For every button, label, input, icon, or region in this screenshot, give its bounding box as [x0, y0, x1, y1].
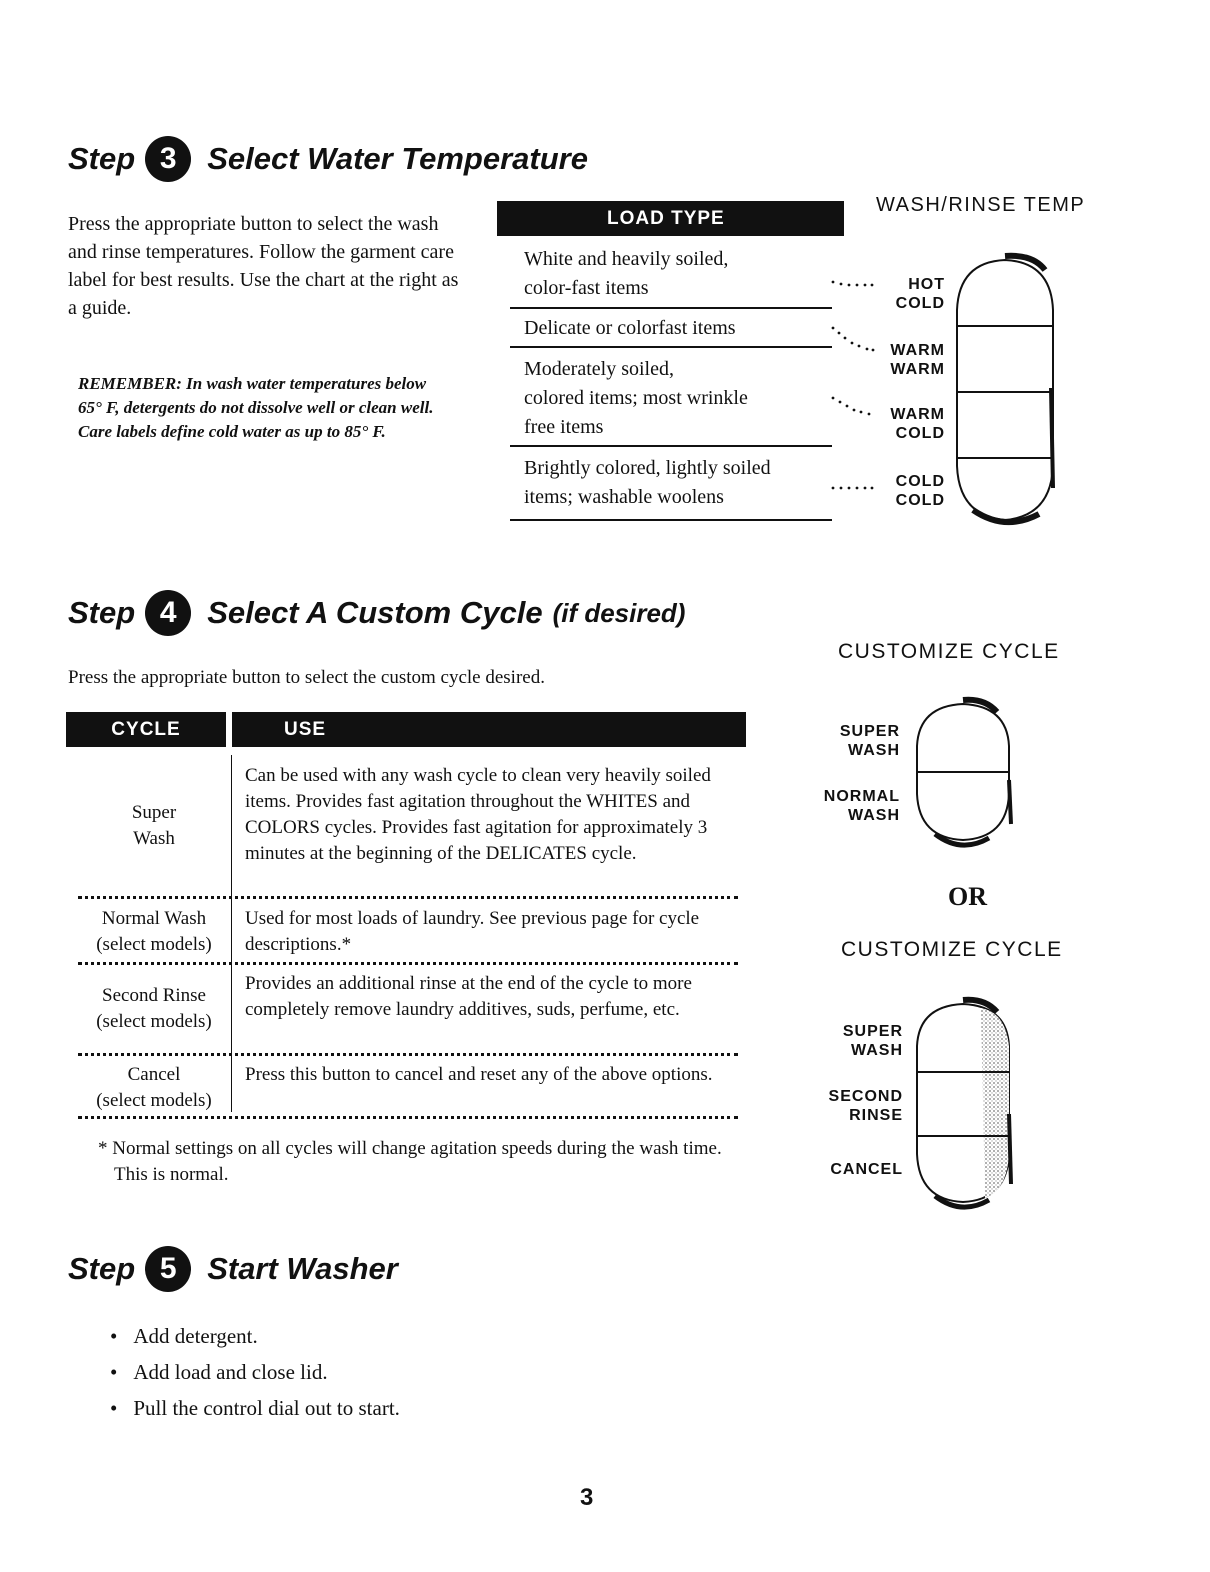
button-label: WASH [848, 807, 900, 824]
temp-wash-1: HOT [908, 276, 945, 293]
cycle-header [66, 712, 226, 747]
load-divider [510, 519, 832, 521]
temp-rinse-2: WARM [890, 361, 945, 378]
step4-step-word: Step [68, 595, 136, 630]
list-item: • Add detergent. [110, 1318, 400, 1354]
use-cell-cancel: Press this button to cancel and reset any of the above options. [245, 1064, 713, 1085]
use-cell-normal-wash: Used for most loads of laundry. See previous page for cycle descriptions.* [245, 908, 700, 955]
step4-title: Select A Custom Cycle [207, 595, 543, 630]
super-wash-button-2[interactable] [917, 1014, 1009, 1072]
load-row-1-line2: color-fast items [524, 277, 649, 299]
step4-number-badge: 4 [145, 590, 191, 636]
temp-wash-2: WARM [890, 342, 945, 359]
step3-number-badge: 3 [145, 136, 191, 182]
use-header-label: USE [284, 718, 327, 740]
load-divider [510, 346, 832, 348]
second-rinse-button[interactable] [917, 1072, 1009, 1136]
load-row-2 [524, 314, 736, 343]
button-label: SUPER [839, 723, 900, 740]
load-row-1 [524, 245, 728, 303]
temp-rinse-4: COLD [895, 492, 945, 509]
load-row-4-line2: items; washable woolens [524, 486, 724, 508]
load-row-4-line1: Brightly colored, lightly soiled [524, 457, 771, 479]
warm-warm-button[interactable] [957, 326, 1053, 392]
step4-intro: Press the appropriate button to select the custom cycle desired. [68, 667, 545, 688]
or-label: OR [948, 882, 987, 911]
cancel-label [800, 1160, 903, 1179]
super-wash-button[interactable] [917, 714, 1009, 772]
cycle-name: Cancel [127, 1064, 181, 1085]
row-divider [78, 962, 738, 965]
temp-label-hot-cold [865, 275, 945, 313]
load-row-3 [524, 355, 748, 442]
temp-wash-3: WARM [890, 406, 945, 423]
use-header [232, 712, 746, 747]
cycle-cell-cancel [74, 1062, 234, 1114]
cold-cold-button[interactable] [957, 458, 1053, 508]
cycle-cell-normal-wash [74, 906, 234, 958]
load-row-4 [524, 454, 771, 512]
hot-cold-button[interactable] [957, 288, 1053, 326]
button-label: SECOND [828, 1088, 903, 1105]
normal-wash-label [800, 787, 900, 825]
super-wash-label-2 [800, 1022, 903, 1060]
step3-step-word: Step [68, 141, 136, 176]
cycle-name: (select models) [96, 1011, 212, 1032]
temp-label-warm-cold [865, 405, 945, 443]
temp-wash-4: COLD [895, 473, 945, 490]
cycle-name: Super [131, 802, 177, 823]
temp-rinse-1: COLD [895, 295, 945, 312]
warm-cold-button[interactable] [957, 392, 1053, 458]
button-label: CANCEL [830, 1161, 903, 1178]
load-row-3-line2: colored items; most wrinkle [524, 387, 748, 409]
use-cell-second-rinse: Provides an additional rinse at the end of the cycle to more completely remove laundry additives, suds, perfume, etc. [245, 973, 692, 1020]
row-divider [78, 896, 738, 899]
second-rinse-label [800, 1087, 903, 1125]
step3-intro: Press the appropriate button to select the wash and rinse temperatures. Follow the garment care label for best results. Use the chart at the right as a guide. [68, 213, 459, 319]
load-row-1-line1: White and heavily soiled, [524, 248, 729, 270]
list-item: • Pull the control dial out to start. [110, 1390, 400, 1426]
use-cell-super-wash: Can be used with any wash cycle to clean very heavily soiled items. Provides fast agitation throughout the WHITES and COLORS cycles. Provides fast agitation for approximately 3 minutes at the beginning of the DELICATES cycle. [245, 765, 711, 864]
step5-step-word: Step [68, 1251, 136, 1286]
cycle-name: (select models) [96, 934, 212, 955]
step4-footnote: * Normal settings on all cycles will change agitation speeds during the wash time. This is normal. [98, 1138, 722, 1185]
temp-button-panel [945, 248, 1060, 538]
row-divider [78, 1116, 738, 1119]
load-type-header [497, 201, 844, 236]
cycle-name: Second Rinse [102, 985, 206, 1006]
button-label: NORMAL [823, 788, 900, 805]
super-wash-label-1 [800, 722, 900, 760]
load-row-3-line1: Moderately soiled, [524, 358, 674, 380]
button-label: WASH [851, 1042, 903, 1059]
normal-wash-button[interactable] [917, 772, 1009, 832]
step4-heading [68, 590, 685, 636]
page-number: 3 [580, 1484, 594, 1511]
step5-bullet-list [110, 1318, 400, 1426]
cycle-name: Wash [133, 828, 175, 849]
customize-cycle-title-2: CUSTOMIZE CYCLE [841, 938, 1063, 961]
load-row-2-line1: Delicate or colorfast items [524, 317, 736, 339]
cycle-cell-second-rinse [74, 983, 234, 1035]
cycle-name: Normal Wash [101, 908, 207, 929]
load-divider [510, 307, 832, 309]
load-divider [510, 445, 832, 447]
cancel-button[interactable] [917, 1136, 1009, 1196]
customize-panel-1 [905, 694, 1025, 854]
step3-title: Select Water Temperature [207, 141, 588, 176]
cycle-cell-super-wash [74, 800, 234, 852]
cycle-header-label: CYCLE [111, 718, 181, 740]
list-item: • Add load and close lid. [110, 1354, 400, 1390]
step3-heading [68, 136, 588, 182]
step3-remember-note: REMEMBER: In wash water temperatures below 65° F, detergents do not dissolve well or clean well. Care labels define cold water as up to 85° F. [78, 374, 434, 441]
temp-label-warm-warm [865, 341, 945, 379]
button-label: SUPER [842, 1023, 903, 1040]
load-type-header-label: LOAD TYPE [607, 207, 725, 229]
step5-heading [68, 1246, 398, 1292]
customize-cycle-title-1: CUSTOMIZE CYCLE [838, 640, 1060, 663]
wash-rinse-temp-header: WASH/RINSE TEMP [876, 194, 1086, 216]
step4-subtitle: (if desired) [552, 597, 686, 628]
button-label: RINSE [849, 1107, 903, 1124]
row-divider [78, 1053, 738, 1056]
step5-number-badge: 5 [145, 1246, 191, 1292]
customize-panel-2 [905, 994, 1025, 1216]
step5-title: Start Washer [207, 1251, 398, 1286]
cycle-name: (select models) [96, 1090, 212, 1111]
temp-label-cold-cold [865, 472, 945, 510]
button-label: WASH [848, 742, 900, 759]
temp-rinse-3: COLD [895, 425, 945, 442]
load-row-3-line3: free items [524, 416, 604, 438]
